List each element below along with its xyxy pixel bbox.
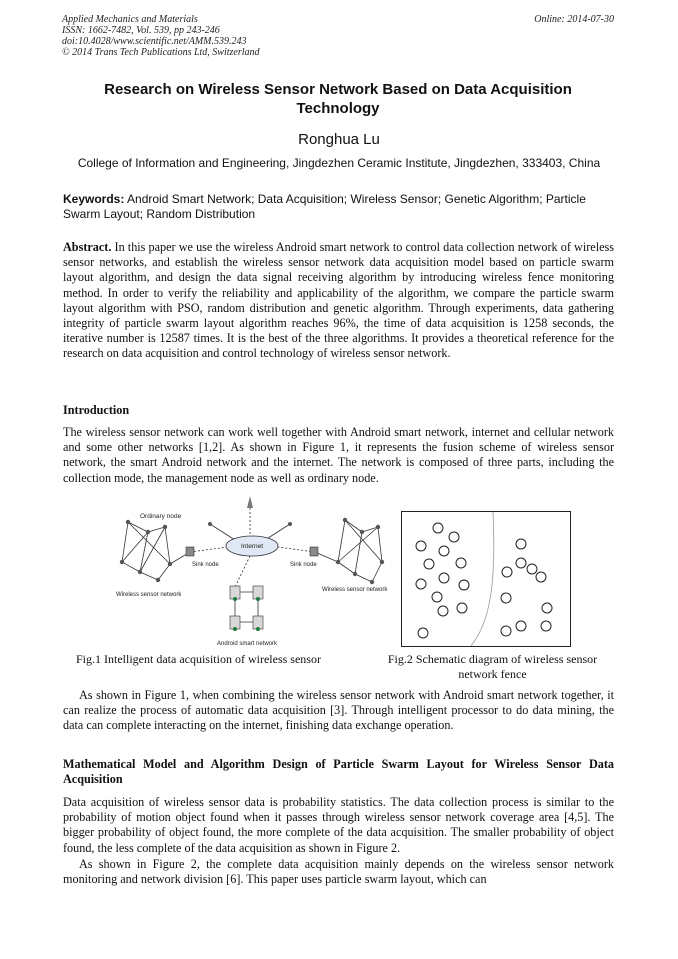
- abstract: [63, 240, 614, 362]
- author: Ronghua Lu: [298, 131, 380, 148]
- fig1-label-internet: Internet: [240, 543, 264, 550]
- section-2-heading: Mathematical Model and Algorithm Design of Particle Swarm Layout for Wireless Sensor Data Acquisition: [63, 757, 614, 786]
- abstract-label: Abstract.: [63, 240, 112, 254]
- section-2-paragraph-1: Data acquisition of wireless sensor data is probability statistics. The data collection process is similar to the probability of motion object found when it passes through wireless sensor network coverage area [4,5]. The bigger probability of object found, the more complete of the data acquisition. The smaller probability of object found, the less complete of the data acquisition as shown in Figure 2.: [63, 795, 614, 855]
- fig1-label-ordinary: Ordinary node: [140, 513, 182, 520]
- introduction-heading: Introduction: [63, 403, 130, 417]
- paragraph-after-figures: As shown in Figure 1, when combining the wireless sensor network with Android smart network together, it can realize the process of automatic data acquisition [3]. Through intelligent processor to do data mining, the data can complete interacting on the internet, finishing data exchange operation.: [63, 688, 614, 733]
- online-date: Online: 2014-07-30: [534, 14, 614, 25]
- figure-1-caption: Fig.1 Intelligent data acquisition of wireless sensor: [76, 652, 321, 666]
- keywords-label: Keywords:: [63, 192, 125, 206]
- figure-1: [110, 492, 395, 652]
- affiliation: College of Information and Engineering, Jingdezhen Ceramic Institute, Jingdezhen, 333403, China: [77, 156, 601, 170]
- issn: ISSN: 1662-7482, Vol. 539, pp 243-246: [62, 25, 220, 36]
- running-header: [62, 14, 614, 58]
- fig1-label-wsn-right: Wireless sensor network: [322, 587, 388, 593]
- keywords-text: Android Smart Network; Data Acquisition; Wireless Sensor; Genetic Algorithm; Particle Swarm Layout; Random Distribution: [63, 192, 586, 221]
- section-2-paragraph-2: As shown in Figure 2, the complete data acquisition mainly depends on the wireless sensor network monitoring and network division [6]. This paper uses particle swarm layout, which can: [63, 857, 614, 887]
- fig1-label-sink-right: Sink node: [290, 562, 317, 568]
- fig1-label-sink-left: Sink node: [192, 562, 219, 568]
- copyright: © 2014 Trans Tech Publications Ltd, Switzerland: [62, 47, 260, 58]
- doi: doi:10.4028/www.scientific.net/AMM.539.243: [62, 36, 247, 47]
- abstract-text: In this paper we use the wireless Android smart network to control data collection network of wireless sensor networks, and establish the wireless sensor network data acquisition model based on particle swarm layout algorithm, and design the data signal receiving algorithm by introducing wireless fence monitoring method. In order to verify the reliability and applicability of the algorithm, we compare the particle swarm layout algorithm with PSO, random distribution and genetic algorithm. Through experiments, data gathering integrity of particle swarm layout algorithm reaches 96%, the time of data acquisition is 1258 seconds, the iterative number is 12587 times. It is the best of the three algorithms. It provides a theoretical reference for the research on data acquisition and control technology of wireless sensor network.: [63, 240, 614, 361]
- journal-name: Applied Mechanics and Materials: [62, 14, 198, 25]
- fig1-label-wsn-left: Wireless sensor network: [116, 592, 182, 598]
- introduction-paragraph: The wireless sensor network can work well together with Android smart network, internet and cellular network and some other networks [1,2]. As shown in Figure 1, it represents the fusion scheme of wireless sensor network, the smart Android network and the internet. The network is composed of three parts, including the collection mode, the management node as well as ordinary node.: [63, 425, 614, 485]
- figure-2: [401, 511, 571, 647]
- paper-title: Research on Wireless Sensor Network Based on Data Acquisition Technology: [104, 81, 572, 117]
- fig1-label-android: Android smart network: [216, 641, 278, 647]
- figure-2-caption: Fig.2 Schematic diagram of wireless sensor network fence: [387, 652, 598, 681]
- keywords: [63, 192, 614, 222]
